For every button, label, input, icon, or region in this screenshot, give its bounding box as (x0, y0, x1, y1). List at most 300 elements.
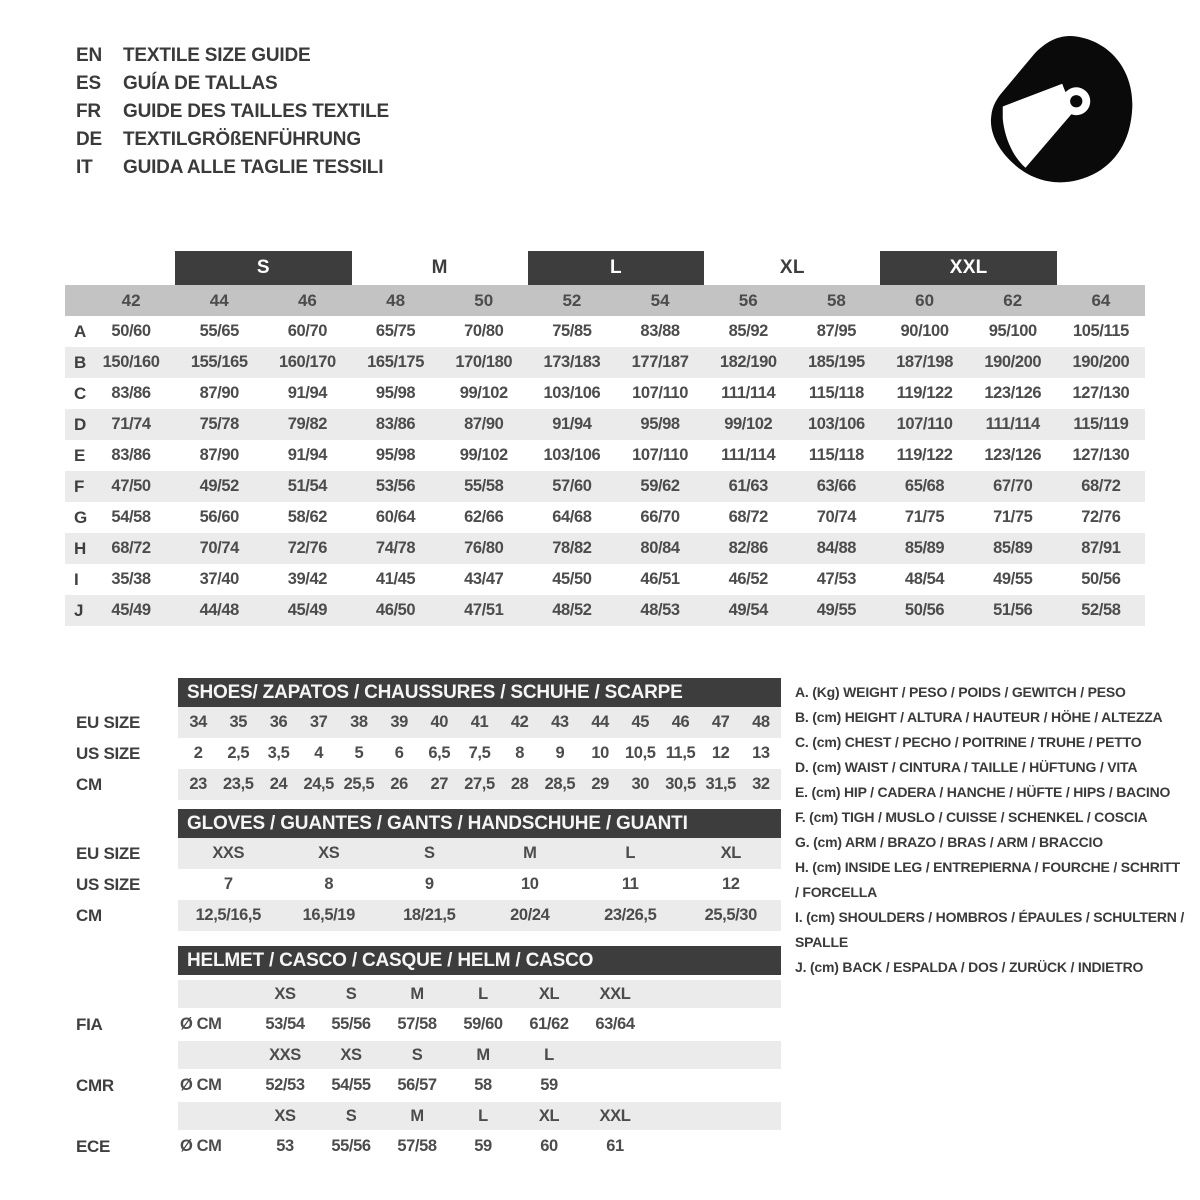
size-value: 46/50 (375, 601, 416, 619)
shoes-title-bar: SHOES/ ZAPATOS / CHAUSSURES / SCHUHE / SCARPE (178, 678, 781, 707)
size-value: 72/76 (287, 539, 328, 557)
helmet-size: XL (538, 984, 560, 1003)
row-label-us-size: US SIZE (76, 743, 141, 763)
size-band-m: M (431, 257, 448, 278)
legend-item-c: C. (cm) CHEST / PECHO / POITRINE / TRUHE / PETTO (795, 734, 1142, 750)
standard-label-fia: FIA (76, 1014, 103, 1034)
row-label-empty (65, 980, 178, 1008)
size-value: 32 (752, 775, 770, 793)
size-value: 51/56 (993, 601, 1033, 619)
row-label-eu-size: EU SIZE (76, 712, 141, 732)
language-row (76, 126, 389, 154)
size-value: 23 (189, 775, 207, 793)
size-value: 48/54 (904, 570, 945, 588)
size-number: 48 (386, 290, 406, 310)
size-value: 187/198 (896, 353, 953, 371)
row-letter: B (74, 352, 87, 372)
size-value: 26 (390, 775, 408, 793)
legend-item-a: A. (Kg) WEIGHT / PESO / POIDS / GEWITCH / PESO (795, 684, 1126, 700)
helmet-size: S (411, 1045, 423, 1064)
size-value: 72/76 (1081, 508, 1121, 526)
size-band-s: S (175, 251, 351, 285)
language-code: IT (76, 157, 93, 178)
size-value: 119/122 (896, 446, 953, 464)
row-letter: E (74, 445, 86, 465)
band-letter-spacer (65, 251, 87, 285)
helmet-circumference: 63/64 (595, 1015, 635, 1033)
size-value: 50/56 (1081, 570, 1121, 588)
size-value: 95/98 (375, 446, 416, 464)
size-value: 10 (520, 875, 539, 893)
size-value: 46/52 (728, 570, 768, 588)
helmet-size: L (478, 984, 488, 1003)
row-letter: A (74, 321, 87, 341)
helmet-circumference: 59/60 (463, 1015, 503, 1033)
measure-row-i (65, 564, 1145, 595)
size-value: 79/82 (287, 415, 328, 433)
size-value: 49/54 (728, 601, 768, 619)
size-value: 16,5/19 (302, 906, 355, 924)
helmet-circumference: 55/56 (331, 1015, 371, 1033)
size-value: 95/100 (988, 322, 1037, 340)
size-value: 76/80 (464, 539, 504, 557)
size-value: 34 (189, 713, 207, 731)
size-value: 45/49 (111, 601, 151, 619)
helmet-size-values (178, 1008, 781, 1041)
guide-title: TEXTILE SIZE GUIDE (123, 45, 311, 66)
size-value: 91/94 (287, 446, 328, 464)
helmet-title-bar: HELMET / CASCO / CASQUE / HELM / CASCO (178, 946, 781, 975)
row-label-eu-size: EU SIZE (76, 843, 141, 863)
size-value: 25,5 (343, 775, 375, 793)
measure-row-j (65, 595, 1145, 626)
size-value: 83/86 (111, 446, 151, 464)
size-value: 84/88 (816, 539, 857, 557)
size-value: 8 (515, 744, 525, 762)
size-value: 7,5 (468, 744, 491, 762)
shoes-row (65, 769, 781, 800)
size-value: 115/118 (808, 446, 864, 464)
measure-row-e (65, 440, 1145, 471)
shoes-row-values (178, 707, 781, 738)
size-value: 99/102 (459, 384, 508, 402)
helmet-size: L (544, 1045, 554, 1064)
size-value: 44/48 (199, 601, 239, 619)
language-code: ES (76, 73, 101, 94)
size-value: M (523, 844, 537, 862)
measure-row-b (65, 347, 1145, 378)
size-value: 62/66 (464, 508, 504, 526)
gloves-row-values (178, 838, 781, 869)
size-value: 13 (752, 744, 770, 762)
helmet-circumference: 59 (474, 1137, 492, 1155)
size-value: 107/110 (632, 384, 689, 402)
size-value: 11,5 (665, 744, 696, 762)
helmet-size-table (65, 946, 781, 1163)
size-value: 54/58 (111, 508, 151, 526)
helmet-circumference: 57/58 (397, 1137, 437, 1155)
helmet-circumference: 54/55 (331, 1076, 371, 1094)
size-value: 107/110 (896, 415, 953, 433)
size-value: 160/170 (278, 353, 336, 371)
helmet-size: M (410, 984, 424, 1003)
helmet-circumference: 59 (540, 1076, 558, 1094)
size-number: 50 (474, 290, 494, 310)
size-value: 75/78 (199, 415, 239, 433)
size-value: 27 (430, 775, 449, 793)
size-value: 45/49 (287, 601, 328, 619)
size-value: 87/95 (816, 322, 857, 340)
size-band-xl: XL (779, 257, 805, 278)
size-value: 78/82 (552, 539, 592, 557)
size-value: 85/92 (728, 322, 768, 340)
size-band-row (65, 251, 1145, 285)
size-value: 35 (229, 713, 248, 731)
size-value: 103/106 (543, 446, 601, 464)
size-value: 70/80 (464, 322, 504, 340)
size-value: S (423, 844, 435, 862)
guide-title: TEXTILGRÖßENFÜHRUNG (123, 129, 361, 150)
size-value: 47 (711, 713, 730, 731)
size-value: 37/40 (199, 570, 239, 588)
row-letter: D (74, 414, 87, 434)
size-value: 12 (711, 744, 730, 762)
size-value: 24,5 (303, 775, 334, 793)
measure-row-c (65, 378, 1145, 409)
size-value: 49/55 (816, 601, 857, 619)
diameter-unit: Ø CM (180, 1015, 222, 1033)
size-value: 42 (510, 713, 529, 731)
textile-size-table (65, 251, 1145, 626)
shoes-row-values (178, 769, 781, 800)
language-row (76, 42, 389, 70)
size-value: 67/70 (993, 477, 1033, 495)
size-value: 111/114 (721, 446, 776, 464)
size-value: 52/58 (1081, 601, 1121, 619)
legend-item-i: I. (cm) SHOULDERS / HOMBROS / ÉPAULES / SCHULTERN / SPALLE (795, 909, 1185, 950)
size-value: 7 (223, 875, 233, 893)
size-number: 54 (650, 290, 670, 310)
size-value: 75/85 (552, 322, 592, 340)
measurement-legend (795, 680, 1187, 980)
size-value: 40 (430, 713, 449, 731)
size-value: 25,5/30 (704, 906, 757, 924)
size-value: 6 (394, 744, 404, 762)
size-value: 60/70 (287, 322, 328, 340)
row-letter: C (74, 383, 87, 403)
size-value: 50/56 (904, 601, 945, 619)
size-value: 71/74 (111, 415, 151, 433)
size-value: 61/63 (728, 477, 768, 495)
size-value: 2,5 (227, 744, 250, 762)
language-code: EN (76, 45, 102, 66)
size-value: 177/187 (631, 353, 689, 371)
guide-title: GUIDA ALLE TAGLIE TESSILI (123, 157, 384, 178)
helmet-sizes-row (65, 1102, 781, 1130)
size-value: 99/102 (724, 415, 773, 433)
size-value: 123/126 (984, 384, 1042, 402)
helmet-circumference: 53 (276, 1137, 294, 1155)
helmet-size: XL (538, 1106, 560, 1125)
size-number: 42 (121, 290, 141, 310)
helmet-size: M (410, 1106, 424, 1125)
guide-title: GUÍA DE TALLAS (123, 73, 278, 94)
helmet-values-row (65, 1069, 781, 1102)
row-label-cm: CM (76, 905, 102, 925)
size-value: 47/50 (111, 477, 151, 495)
size-value: XL (720, 844, 741, 862)
gloves-row (65, 900, 781, 931)
measure-row-g (65, 502, 1145, 533)
size-value: 23,5 (223, 775, 254, 793)
size-value: 150/160 (102, 353, 160, 371)
row-letter: G (74, 507, 88, 527)
size-value: 51/54 (287, 477, 328, 495)
size-value: 115/118 (808, 384, 864, 402)
size-value: 165/175 (367, 353, 424, 371)
size-value: 190/200 (1072, 353, 1130, 371)
size-value: 56/60 (199, 508, 239, 526)
size-value: 47/51 (464, 601, 504, 619)
size-value: L (625, 844, 636, 862)
size-value: 45/50 (552, 570, 592, 588)
shoes-size-table (65, 678, 781, 800)
size-value: 85/89 (993, 539, 1033, 557)
size-value: 123/126 (984, 446, 1042, 464)
size-numbers-bar (65, 285, 1145, 316)
size-value: 12,5/16,5 (195, 906, 261, 924)
size-value: 68/72 (111, 539, 151, 557)
size-value: 47/53 (816, 570, 857, 588)
size-value: 68/72 (1081, 477, 1121, 495)
row-letter: F (74, 476, 85, 496)
helmet-size-values (178, 1130, 781, 1163)
helmet-size-labels (178, 980, 781, 1008)
size-value: 82/86 (728, 539, 768, 557)
size-value: 2 (193, 744, 203, 762)
legend-item-f: F. (cm) TIGH / MUSLO / CUISSE / SCHENKEL / COSCIA (795, 809, 1148, 825)
size-number: 44 (209, 290, 229, 310)
size-value: 83/88 (640, 322, 680, 340)
size-value: 87/91 (1081, 539, 1121, 557)
size-value: 27,5 (464, 775, 495, 793)
size-value: 71/75 (993, 508, 1033, 526)
measure-row-f (65, 471, 1145, 502)
size-value: 28,5 (544, 775, 576, 793)
size-value: 9 (555, 744, 565, 762)
size-value: 49/55 (993, 570, 1033, 588)
size-number: 58 (826, 290, 846, 310)
size-value: 29 (591, 775, 609, 793)
size-value: 48/53 (640, 601, 680, 619)
size-value: 91/94 (287, 384, 328, 402)
size-value: 41 (470, 713, 489, 731)
size-value: 18/21,5 (403, 906, 456, 924)
racing-helmet-icon (973, 26, 1148, 201)
size-value: 43 (551, 713, 569, 731)
size-value: 55/58 (464, 477, 504, 495)
size-number: 64 (1091, 290, 1111, 310)
size-value: 111/114 (721, 384, 776, 402)
size-value: 83/86 (111, 384, 151, 402)
size-value: 43/47 (464, 570, 504, 588)
standard-label-ece: ECE (76, 1136, 111, 1156)
helmet-circumference: 53/54 (265, 1015, 305, 1033)
size-value: 111/114 (985, 415, 1040, 433)
size-number: 56 (738, 290, 758, 310)
size-value: 170/180 (455, 353, 513, 371)
size-value: 3,5 (267, 744, 290, 762)
size-value: 190/200 (984, 353, 1042, 371)
size-value: 23/26,5 (604, 906, 657, 924)
legend-item-h: H. (cm) INSIDE LEG / ENTREPIERNA / FOURCHE / SCHRITT / FORCELLA (795, 859, 1180, 900)
helmet-size-labels (178, 1041, 781, 1069)
gloves-title-bar: GLOVES / GUANTES / GANTS / HANDSCHUHE / GUANTI (178, 809, 781, 838)
helmet-sizes-row (65, 1041, 781, 1069)
language-code: FR (76, 101, 101, 122)
size-value: 59/62 (640, 477, 680, 495)
size-number: 52 (562, 290, 582, 310)
size-value: 37 (309, 713, 328, 731)
gloves-row-values (178, 900, 781, 931)
helmet-circumference: 58 (474, 1076, 492, 1094)
helmet-size: L (478, 1106, 488, 1125)
size-value: 60/64 (375, 508, 416, 526)
helmet-circumference: 61 (606, 1137, 624, 1155)
measure-row-d (65, 409, 1145, 440)
gloves-size-table (65, 809, 781, 931)
size-value: 11 (621, 875, 639, 893)
accessory-size-tables (65, 678, 781, 1163)
size-value: 95/98 (375, 384, 416, 402)
size-value: 90/100 (900, 322, 949, 340)
row-label-us-size: US SIZE (76, 874, 141, 894)
gloves-row (65, 838, 781, 869)
guide-title: GUIDE DES TAILLES TEXTILE (123, 101, 389, 122)
helmet-circumference: 61/62 (529, 1015, 569, 1033)
size-value: 103/106 (543, 384, 601, 402)
helmet-circumference: 55/56 (331, 1137, 371, 1155)
helmet-values-row (65, 1130, 781, 1163)
language-row (76, 98, 389, 126)
size-value: 87/90 (464, 415, 504, 433)
size-value: 55/65 (199, 322, 239, 340)
helmet-size: S (345, 984, 357, 1003)
size-value: 58/62 (287, 508, 328, 526)
size-value: 63/66 (816, 477, 857, 495)
size-value: 30 (631, 775, 650, 793)
size-value: 48/52 (552, 601, 592, 619)
helmet-circumference: 56/57 (397, 1076, 437, 1094)
helmet-size: XXL (599, 984, 631, 1003)
legend-item-j: J. (cm) BACK / ESPALDA / DOS / ZURÜCK / INDIETRO (795, 959, 1144, 975)
size-value: 66/70 (640, 508, 680, 526)
row-label-empty (65, 1102, 178, 1130)
size-value: 83/86 (375, 415, 416, 433)
legend-item-b: B. (cm) HEIGHT / ALTURA / HAUTEUR / HÖHE / ALTEZZA (795, 709, 1163, 725)
gloves-row (65, 869, 781, 900)
helmet-circumference: 60 (540, 1137, 558, 1155)
size-value: 185/195 (807, 353, 865, 371)
band-gap-right (1057, 251, 1145, 285)
legend-item-e: E. (cm) HIP / CADERA / HANCHE / HÜFTE / HIPS / BACINO (795, 784, 1171, 800)
row-letter: J (74, 600, 84, 620)
size-value: 35/38 (111, 570, 151, 588)
size-value: 115/119 (1073, 415, 1129, 433)
size-value: 41/45 (375, 570, 416, 588)
helmet-size: XXS (269, 1045, 301, 1064)
size-value: 103/106 (807, 415, 865, 433)
size-value: 95/98 (640, 415, 680, 433)
size-value: 5 (354, 744, 364, 762)
size-value: 85/89 (904, 539, 945, 557)
size-value: 65/75 (375, 322, 416, 340)
helmet-size: M (476, 1045, 490, 1064)
size-value: 74/78 (375, 539, 416, 557)
band-gap-left (87, 251, 175, 285)
helmet-circumference: 57/58 (397, 1015, 437, 1033)
measure-row-h (65, 533, 1145, 564)
size-number: 62 (1003, 290, 1023, 310)
helmet-circumference: 52/53 (265, 1076, 305, 1094)
size-value: 71/75 (904, 508, 945, 526)
size-number: 46 (297, 290, 317, 310)
helmet-size: XS (274, 984, 296, 1003)
size-value: 127/130 (1072, 446, 1130, 464)
row-label-cm: CM (76, 774, 102, 794)
shoes-row (65, 707, 781, 738)
standard-label-cmr: CMR (76, 1075, 114, 1095)
size-value: 182/190 (719, 353, 777, 371)
language-row (76, 70, 389, 98)
size-value: 44 (591, 713, 609, 731)
size-value: 105/115 (1072, 322, 1129, 340)
size-band-l: L (528, 251, 704, 285)
size-value: 49/52 (199, 477, 239, 495)
size-value: 50/60 (111, 322, 151, 340)
row-letter: H (74, 538, 87, 558)
language-title-list (76, 42, 389, 182)
size-value: 24 (269, 775, 288, 793)
size-value: 4 (314, 744, 324, 762)
gloves-row-values (178, 869, 781, 900)
size-value: 80/84 (640, 539, 680, 557)
size-value: 48 (752, 713, 770, 731)
helmet-size: S (345, 1106, 357, 1125)
size-value: 91/94 (552, 415, 592, 433)
size-value: 70/74 (199, 539, 239, 557)
size-value: 38 (350, 713, 368, 731)
helmet-size: XS (274, 1106, 296, 1125)
helmet-size: XS (340, 1045, 362, 1064)
size-value: 12 (721, 875, 740, 893)
size-value: 127/130 (1072, 384, 1130, 402)
size-value: 8 (324, 875, 334, 893)
helmet-sizes-row (65, 980, 781, 1008)
size-value: 87/90 (199, 446, 239, 464)
shoes-row (65, 738, 781, 769)
legend-item-d: D. (cm) WAIST / CINTURA / TAILLE / HÜFTUNG / VITA (795, 759, 1138, 775)
size-value: 6,5 (428, 744, 451, 762)
size-value: 10 (591, 744, 609, 762)
size-value: 30,5 (665, 775, 696, 793)
size-value: 9 (424, 875, 434, 893)
size-value: 68/72 (728, 508, 768, 526)
size-value: 46/51 (640, 570, 680, 588)
size-value: 46 (671, 713, 690, 731)
shoes-row-values (178, 738, 781, 769)
size-value: 119/122 (896, 384, 953, 402)
